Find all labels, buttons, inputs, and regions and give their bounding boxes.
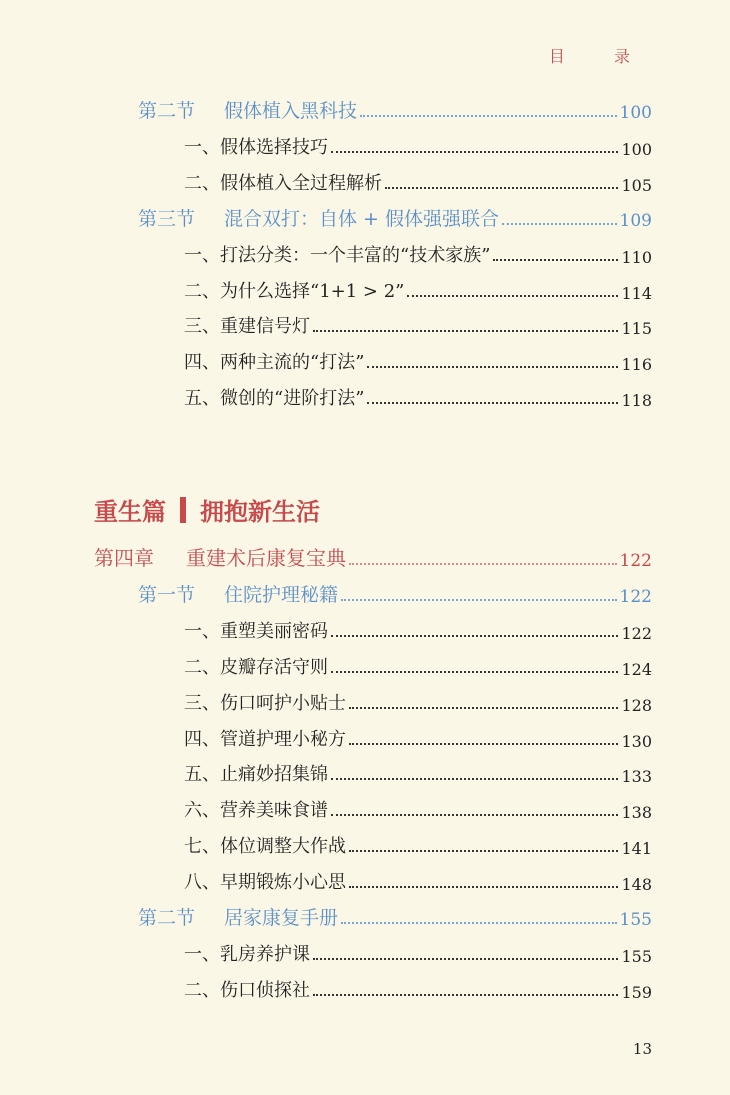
- toc-header: 目 录: [548, 47, 652, 66]
- toc-entry-label: [94, 542, 346, 571]
- toc-entry-title: 二、为什么选择“1+1 > 2”: [184, 280, 405, 302]
- dot-leader: [341, 922, 617, 924]
- toc-entry-chapter[interactable]: [94, 545, 652, 571]
- toc-entry-number: 第二节: [138, 100, 196, 122]
- toc-entry-item[interactable]: [184, 760, 652, 786]
- dot-leader: [349, 563, 617, 565]
- part-divider: [180, 497, 186, 523]
- toc-entry-title: 住院护理秘籍: [224, 583, 339, 606]
- dot-leader: [349, 743, 618, 745]
- toc-entry-label: [138, 204, 499, 231]
- toc-entry-label: [184, 760, 328, 786]
- toc-entry-title: 一、重塑美丽密码: [184, 620, 328, 642]
- toc-entry-section[interactable]: [138, 581, 652, 607]
- toc-entry-item[interactable]: [184, 796, 652, 822]
- toc-entry-item[interactable]: [184, 653, 652, 679]
- dot-leader: [349, 850, 618, 852]
- toc-entry-title: 八、早期锻炼小心思: [184, 872, 346, 894]
- toc-entry-item[interactable]: [184, 976, 652, 1002]
- toc-entry-label: [184, 348, 364, 374]
- toc-entry-label: [184, 940, 310, 966]
- toc-entry-label: [184, 868, 346, 894]
- toc-entry-section[interactable]: [138, 205, 652, 231]
- toc-entry-title: 三、伤口呵护小贴士: [184, 692, 346, 714]
- toc-entry-page: 138: [621, 803, 652, 823]
- toc-entry-label: [184, 133, 328, 159]
- toc-entry-item[interactable]: [184, 384, 652, 410]
- toc-entry-page: 100: [619, 103, 652, 123]
- toc-entry-item[interactable]: [184, 868, 652, 894]
- toc-entry-label: [184, 617, 328, 643]
- dot-leader: [493, 259, 618, 261]
- toc-entry-page: 124: [621, 659, 652, 679]
- toc-entry-title: 二、皮瓣存活守则: [184, 656, 328, 678]
- toc-entry-title: 四、管道护理小秘方: [184, 728, 346, 750]
- dot-leader: [367, 366, 618, 368]
- toc-entry-title: 五、微创的“进阶打法”: [184, 388, 365, 410]
- toc-entry-item[interactable]: [184, 241, 652, 267]
- toc-entry-label: [184, 653, 328, 679]
- toc-entry-number: 第二节: [138, 907, 196, 929]
- dot-leader: [349, 707, 618, 709]
- toc-entry-page: 122: [621, 623, 652, 643]
- toc-entry-title: 混合双打：自体 + 假体强强联合: [224, 207, 499, 230]
- toc-entry-label: [184, 976, 310, 1002]
- toc-entry-item[interactable]: [184, 940, 652, 966]
- toc-entry-item[interactable]: [184, 725, 652, 751]
- toc-entry-title: 五、止痛妙招集锦: [184, 764, 328, 786]
- dot-leader: [407, 295, 618, 297]
- toc-entry-page: 128: [621, 695, 652, 715]
- toc-entry-page: 148: [621, 875, 652, 895]
- toc-entry-label: [184, 796, 328, 822]
- toc-entry-page: 114: [621, 283, 652, 303]
- dot-leader: [313, 994, 618, 996]
- part-title: 拥抱新生活: [200, 498, 320, 526]
- toc-entry-page: 115: [621, 319, 652, 339]
- toc-entry-title: 居家康复手册: [224, 907, 339, 929]
- dot-leader: [385, 187, 618, 189]
- toc-entry-label: [184, 725, 346, 751]
- toc-entry-title: 六、营养美味食谱: [184, 800, 328, 822]
- toc-entry-page: 159: [621, 982, 652, 1002]
- toc-entry-number: 第三节: [138, 207, 196, 230]
- dot-leader: [341, 599, 617, 601]
- toc-entry-label: [138, 96, 357, 123]
- dot-leader: [349, 886, 618, 888]
- toc-entry-label: [138, 903, 338, 930]
- toc-entry-title: 一、假体选择技巧: [184, 136, 328, 158]
- toc-entry-page: 100: [621, 139, 652, 159]
- toc-entry-number: 第一节: [138, 583, 196, 606]
- toc-entry-label: [184, 277, 404, 303]
- toc-entry-label: [184, 384, 364, 410]
- toc-entry-page: 130: [621, 731, 652, 751]
- toc-entry-page: 110: [621, 247, 652, 267]
- toc-entry-page: 133: [621, 767, 652, 787]
- toc-entry-item[interactable]: [184, 348, 652, 374]
- toc-entry-section[interactable]: [138, 97, 652, 123]
- toc-entry-item[interactable]: [184, 689, 652, 715]
- dot-leader: [331, 814, 618, 816]
- toc-entry-page: 155: [619, 910, 652, 930]
- toc-entry-title: 四、两种主流的“打法”: [184, 352, 365, 374]
- toc-entry-page: 141: [621, 839, 652, 859]
- toc-entry-title: 重建术后康复宝典: [186, 546, 346, 570]
- toc-entry-title: 一、打法分类：一个丰富的“技术家族”: [184, 244, 491, 266]
- toc-entry-page: 122: [619, 551, 652, 571]
- toc-entry-page: 122: [619, 586, 652, 607]
- toc-entry-page: 118: [621, 391, 652, 411]
- toc-entry-item[interactable]: [184, 277, 652, 303]
- toc-entry-title: 七、体位调整大作战: [184, 836, 346, 858]
- page-number: 13: [632, 1040, 652, 1058]
- toc-entry-item[interactable]: [184, 133, 652, 159]
- toc-entry-item[interactable]: [184, 617, 652, 643]
- part-heading: [94, 492, 320, 527]
- part-name: 重生篇: [94, 498, 166, 526]
- toc-entry-title: 一、乳房养护课: [184, 943, 310, 965]
- toc-entry-title: 二、伤口侦探社: [184, 979, 310, 1001]
- toc-entry-page: 155: [621, 946, 652, 966]
- toc-entry-item[interactable]: [184, 312, 652, 338]
- dot-leader: [360, 115, 617, 117]
- toc-entry-title: 假体植入黑科技: [224, 100, 358, 122]
- toc-entry-label: [184, 689, 346, 715]
- toc-entry-label: [138, 580, 338, 607]
- toc-entry-label: [184, 241, 490, 267]
- dot-leader: [331, 151, 618, 153]
- dot-leader: [313, 330, 618, 332]
- toc-entry-page: 116: [621, 355, 652, 375]
- dot-leader: [502, 223, 617, 225]
- toc-entry-item[interactable]: [184, 832, 652, 858]
- dot-leader: [331, 778, 618, 780]
- toc-entry-title: 二、假体植入全过程解析: [184, 172, 382, 194]
- toc-entry-page: 105: [621, 175, 652, 195]
- dot-leader: [331, 671, 618, 673]
- dot-leader: [331, 635, 618, 637]
- toc-entry-number: 第四章: [94, 546, 154, 570]
- toc-entry-label: [184, 312, 310, 338]
- dot-leader: [367, 402, 618, 404]
- toc-entry-label: [184, 169, 382, 195]
- toc-entry-section[interactable]: [138, 904, 652, 930]
- toc-entry-page: 109: [619, 210, 652, 231]
- toc-entry-item[interactable]: [184, 169, 652, 195]
- toc-entry-label: [184, 832, 346, 858]
- dot-leader: [313, 958, 618, 960]
- toc-entry-title: 三、重建信号灯: [184, 316, 310, 338]
